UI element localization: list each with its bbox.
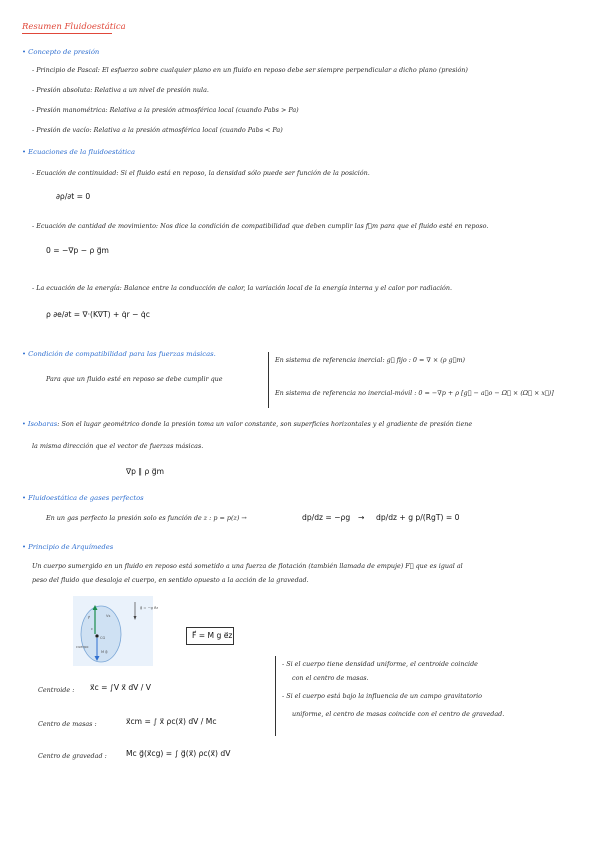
archimedes-line1: Un cuerpo sumergido en un fluido en reposo está sometido a una fuerza de flotación (también llamada de empuje) F⃗ que es igual al <box>32 562 463 570</box>
vacuum-pressure-text: Presión de vacío: Relativa a la presión atmosférica local (cuando Pabs < Pa) <box>36 126 283 134</box>
gravity-center-label: Centro de gravedad : <box>38 752 107 760</box>
inertial-condition: En sistema de referencia inercial: g⃗ fijo : 0 = ∇ × (ρ g⃗m) <box>275 356 466 364</box>
note-uniform-density-1: - Si el cuerpo tiene densidad uniforme, el centroide coincide <box>282 660 478 668</box>
gases-equation-2: dp/dz + g p/(RgT) = 0 <box>376 513 460 522</box>
pascal-principle: - Principio de Pascal: El esfuerzo sobre cualquier plano en un fluido en reposo debe ser siempre perpendicular a dicho plano (presión) <box>32 66 468 74</box>
title-underline <box>22 33 112 34</box>
figure-label-body: cuerpo <box>76 645 89 649</box>
compatibility-text: Para que un fluido esté en reposo se debe cumplir que <box>46 375 223 383</box>
isobars-equation: ∇p ∥ ρ g⃗m <box>126 467 164 476</box>
momentum-text-content: Ecuación de cantidad de movimiento: Nos dice la condición de compatibilidad que deben cumplir las f⃗m para que el fluido esté en reposo. <box>36 222 489 230</box>
section-heading-pressure-text: Concepto de presión <box>28 48 100 56</box>
section-heading-equations-text: Ecuaciones de la fluidoestática <box>28 148 135 156</box>
momentum-text: - Ecuación de cantidad de movimiento: Nos dice la condición de compatibilidad que deben cumplir las f⃗m para que el fluido esté en reposo. <box>32 222 489 230</box>
isobars-line2: la misma dirección que el vector de fuerzas másicas. <box>32 442 204 450</box>
absolute-pressure: - Presión absoluta: Relativa a un nivel de presión nula. <box>32 86 209 94</box>
continuity-text-content: Ecuación de continuidad: Si el fluido está en reposo, la densidad sólo puede ser función de la posición. <box>36 169 370 177</box>
figure-label-weight: M g⃗ <box>101 650 108 654</box>
centroid-equation: x⃗c = ∫V x⃗ dV / V <box>90 683 151 692</box>
section-heading-archimedes: • Principio de Arquímedes <box>22 543 114 551</box>
buoyancy-box <box>186 627 234 645</box>
section-heading-archimedes-text: Principio de Arquímedes <box>28 543 114 551</box>
note-uniform-gravity-1: - Si el cuerpo está bajo la influencia de un campo gravitatorio <box>282 692 482 700</box>
center-of-gravity <box>95 634 98 637</box>
gauge-pressure-text: Presión manométrica: Relativa a la presión atmosférica local (cuando Pabs > Pa) <box>36 106 299 114</box>
figure-label-gravity: g⃗ = −g e⃗z <box>140 606 159 610</box>
gases-arrow: → <box>358 513 365 522</box>
pascal-principle-text: Principio de Pascal: El esfuerzo sobre cualquier plano en un fluido en reposo debe ser siempre perpendicular a dicho plano (presión) <box>36 66 468 74</box>
figure-label-centroid: c <box>91 627 93 631</box>
note-uniform-gravity-1-text: Si el cuerpo está bajo la influencia de un campo gravitatorio <box>286 692 482 700</box>
figure-label-force: F⃗ <box>88 616 91 620</box>
compatibility-brace <box>268 352 269 408</box>
archimedes-line2: peso del fluido que desaloja el cuerpo, en sentido opuesto a la acción de la gravedad. <box>32 576 309 584</box>
notes-brace <box>275 656 276 736</box>
continuity-text: - Ecuación de continuidad: Si el fluido está en reposo, la densidad sólo puede ser función de la posición. <box>32 169 370 177</box>
gases-equation-1: dp/dz = −ρg <box>302 513 351 522</box>
absolute-pressure-text: Presión absoluta: Relativa a un nivel de presión nula. <box>36 86 209 94</box>
section-heading-gases: • Fluidoestática de gases perfectos <box>22 494 144 502</box>
section-heading-compatibility-text: Condición de compatibilidad para las fuerzas másicas. <box>28 350 216 358</box>
isobars-text1: : Son el lugar geométrico donde la presión toma un valor constante, son superficies horizontales y el gradiente de presión tiene <box>57 420 473 428</box>
section-heading-compatibility: • Condición de compatibilidad para las fuerzas másicas. <box>22 350 216 358</box>
section-heading-equations: • Ecuaciones de la fluidoestática <box>22 148 135 156</box>
mass-center-label: Centro de masas : <box>38 720 97 728</box>
figure-label-volume: Vs <box>106 614 111 618</box>
section-heading-gases-text: Fluidoestática de gases perfectos <box>28 494 144 502</box>
gauge-pressure: - Presión manométrica: Relativa a la presión atmosférica local (cuando Pabs > Pa) <box>32 106 299 114</box>
momentum-equation: 0 = −∇p − ρ g⃗m <box>46 246 109 255</box>
note-uniform-density-2: con el centro de masas. <box>292 674 369 682</box>
buoyancy-equation: F⃗ = M g e⃗z <box>192 631 233 640</box>
energy-equation: ρ ∂e/∂t = ∇·(K∇T) + q̇r − q̇c <box>46 310 150 319</box>
isobars-heading: Isobaras <box>27 420 58 428</box>
centroid-label: Centroide : <box>38 686 75 694</box>
gases-text: En un gas perfecto la presión solo es función de z : p = p(z) → <box>46 514 247 522</box>
note-uniform-gravity-2: uniforme, el centro de masas coincide con el centro de gravedad. <box>292 710 505 718</box>
mass-center-equation: x⃗cm = ∫ x⃗ ρc(x⃗) dV / Mc <box>126 717 217 726</box>
figure-label-cg: CG <box>100 636 106 640</box>
noninertial-condition: En sistema de referencia no inercial-móvil : 0 = −∇p + ρ [g⃗ − a⃗o − Ω⃗ × (Ω⃗ × x⃗)] <box>275 389 554 397</box>
note-uniform-density-1-text: Si el cuerpo tiene densidad uniforme, el centroide coincide <box>286 660 478 668</box>
energy-text-content: La ecuación de la energía: Balance entre la conducción de calor, la variación local de la energía interna y el calor por radiación. <box>36 284 453 292</box>
vacuum-pressure: - Presión de vacío: Relativa a la presión atmosférica local (cuando Pabs < Pa) <box>32 126 283 134</box>
gravity-center-equation: Mc g⃗(x⃗cg) = ∫ g⃗(x⃗) ρc(x⃗) dV <box>126 749 231 758</box>
page-title: Resumen Fluidoestática <box>22 22 126 32</box>
section-heading-pressure: • Concepto de presión <box>22 48 100 56</box>
continuity-equation: ∂ρ/∂t = 0 <box>56 192 91 201</box>
energy-text: - La ecuación de la energía: Balance entre la conducción de calor, la variación local de la energía interna y el calor por radiación. <box>32 284 453 292</box>
isobars-line1: • Isobaras: Son el lugar geométrico donde la presión toma un valor constante, son superficies horizontales y el gradiente de presión tiene <box>22 420 473 428</box>
